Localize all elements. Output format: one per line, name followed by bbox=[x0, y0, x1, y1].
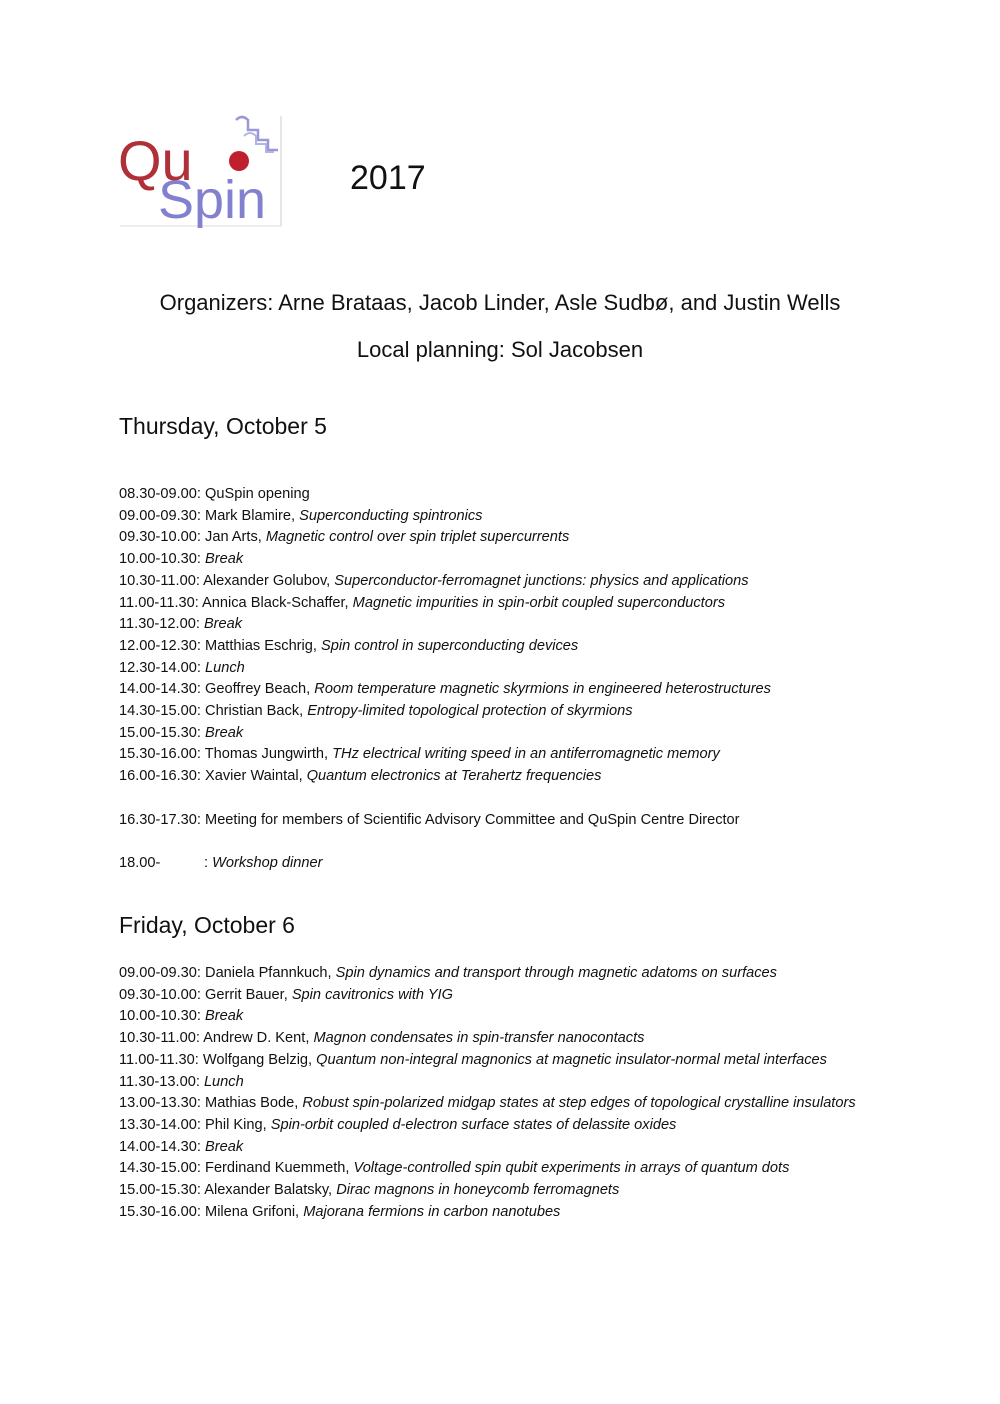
session-time: 14.30-15.00: bbox=[119, 703, 201, 720]
session-row bbox=[119, 1180, 889, 1202]
session-title: Quantum electronics at Terahertz frequencies bbox=[306, 768, 602, 785]
dinner-title: Workshop dinner bbox=[212, 854, 323, 871]
session-speaker: Annica Black-Schaffer, bbox=[202, 594, 349, 611]
session-time: 15.30-16.00: bbox=[119, 1203, 201, 1220]
session-row bbox=[119, 1006, 889, 1028]
dinner-row bbox=[119, 853, 889, 875]
session-title: Magnetic control over spin triplet supercurrents bbox=[265, 529, 570, 546]
session-row bbox=[119, 679, 889, 701]
session-row bbox=[119, 723, 889, 745]
session-time: 09.30-10.00: bbox=[119, 529, 201, 546]
session-title: Superconductor-ferromagnet junctions: physics and applications bbox=[334, 572, 749, 589]
session-title: Break bbox=[205, 551, 244, 568]
session-speaker: Mark Blamire, bbox=[205, 507, 296, 524]
session-title: Entropy-limited topological protection of skyrmions bbox=[307, 703, 633, 720]
session-time: 15.00-15.30: bbox=[119, 724, 201, 741]
session-speaker: Xavier Waintal, bbox=[205, 768, 303, 785]
session-speaker: Andrew D. Kent, bbox=[203, 1030, 310, 1047]
session-speaker: Thomas Jungwirth, bbox=[204, 746, 329, 763]
local-planning-line: Local planning: Sol Jacobsen bbox=[356, 337, 644, 362]
session-speaker: QuSpin opening bbox=[205, 486, 310, 502]
session-time: 11.00-11.30: bbox=[119, 594, 199, 611]
session-time: 09.00-09.30: bbox=[119, 507, 201, 524]
session-title: Break bbox=[203, 616, 243, 633]
session-title: Spin control in superconducting devices bbox=[321, 637, 579, 654]
session-speaker: Ferdinand Kuemmeth, bbox=[205, 1160, 350, 1177]
session-row bbox=[119, 571, 889, 593]
session-row bbox=[119, 1072, 889, 1094]
session-title: Quantum non-integral magnonics at magnetic insulator-normal metal interfaces bbox=[316, 1051, 827, 1068]
session-title: Break bbox=[205, 1008, 244, 1025]
session-row bbox=[119, 614, 889, 636]
session-time: 16.00-16.30: bbox=[119, 768, 201, 785]
session-time: 14.00-14.30: bbox=[119, 681, 201, 698]
session-time: 13.30-14.00: bbox=[119, 1116, 201, 1133]
session-title: Robust spin-polarized midgap states at step edges of topological crystalline insulators bbox=[302, 1095, 856, 1112]
dinner-separator: : bbox=[204, 854, 209, 871]
session-speaker: Geoffrey Beach, bbox=[205, 681, 311, 698]
session-row bbox=[119, 527, 889, 549]
session-row bbox=[119, 636, 889, 658]
session-time: 14.30-15.00: bbox=[119, 1160, 201, 1177]
session-row bbox=[119, 484, 889, 506]
dinner-time: 18.00- bbox=[119, 854, 161, 871]
quspin-logo bbox=[118, 114, 284, 228]
session-title: Voltage-controlled spin qubit experiments in arrays of quantum dots bbox=[353, 1160, 790, 1177]
session-time: 15.30-16.00: bbox=[119, 746, 201, 763]
session-title: Spin cavitronics with YIG bbox=[291, 986, 453, 1003]
meeting-row bbox=[119, 810, 889, 832]
session-title: Magnon condensates in spin-transfer nanocontacts bbox=[313, 1030, 645, 1047]
session-row bbox=[119, 1158, 889, 1180]
logo-qu-text: Qu bbox=[118, 129, 193, 192]
session-title: Lunch bbox=[205, 659, 245, 676]
organizers-line: Organizers: Arne Brataas, Jacob Linder, Asle Sudbø, and Justin Wells bbox=[159, 290, 841, 315]
logo-spin-text: Spin bbox=[158, 170, 267, 228]
session-title: Spin-orbit coupled d-electron surface states of delassite oxides bbox=[270, 1116, 677, 1133]
session-row bbox=[119, 549, 889, 571]
session-time: 15.00-15.30: bbox=[119, 1182, 201, 1199]
session-time: 11.30-12.00: bbox=[119, 616, 200, 633]
session-time: 09.00-09.30: bbox=[119, 965, 201, 981]
session-time: 09.30-10.00: bbox=[119, 986, 201, 1003]
session-row bbox=[119, 744, 889, 766]
session-speaker: Phil King, bbox=[205, 1116, 267, 1133]
session-row bbox=[119, 963, 889, 985]
session-row bbox=[119, 506, 889, 528]
session-time: 08.30-09.00: bbox=[119, 486, 201, 502]
session-row bbox=[119, 766, 889, 788]
session-speaker: Matthias Eschrig, bbox=[205, 637, 317, 654]
session-time: 10.00-10.30: bbox=[119, 551, 201, 568]
session-speaker: Milena Grifoni, bbox=[205, 1203, 300, 1220]
day-heading-friday: Friday, October 6 bbox=[119, 912, 295, 938]
session-time: 11.30-13.00: bbox=[119, 1073, 200, 1090]
session-speaker: Wolfgang Belzig, bbox=[202, 1051, 313, 1068]
session-title: Break bbox=[205, 1138, 244, 1155]
session-row bbox=[119, 1115, 889, 1137]
year-title: 2017 bbox=[350, 159, 426, 197]
session-speaker: Alexander Golubov, bbox=[203, 572, 331, 589]
session-speaker: Mathias Bode, bbox=[205, 1095, 299, 1112]
session-row bbox=[119, 1093, 889, 1115]
session-time: 12.00-12.30: bbox=[119, 637, 201, 654]
session-row bbox=[119, 1202, 889, 1224]
session-title: THz electrical writing speed in an antiferromagnetic memory bbox=[332, 746, 720, 763]
quspin-logo-graphic bbox=[118, 114, 284, 228]
session-speaker: Alexander Balatsky, bbox=[204, 1182, 333, 1199]
session-title: Majorana fermions in carbon nanotubes bbox=[303, 1203, 561, 1220]
session-time: 10.30-11.00: bbox=[119, 1030, 200, 1047]
schedule-friday bbox=[119, 963, 889, 1223]
meeting-text: Meeting for members of Scientific Advisory Committee and QuSpin Centre Director bbox=[205, 811, 740, 828]
session-speaker: Daniela Pfannkuch, bbox=[205, 965, 332, 981]
day-heading-thursday: Thursday, October 5 bbox=[119, 413, 327, 439]
session-speaker: Jan Arts, bbox=[205, 529, 262, 546]
session-time: 10.00-10.30: bbox=[119, 1008, 201, 1025]
session-title: Magnetic impurities in spin-orbit coupled superconductors bbox=[352, 594, 725, 611]
session-title: Superconducting spintronics bbox=[299, 507, 483, 524]
session-row bbox=[119, 593, 889, 615]
session-title: Spin dynamics and transport through magnetic adatoms on surfaces bbox=[335, 965, 777, 981]
schedule-thursday bbox=[119, 484, 889, 875]
session-row bbox=[119, 1050, 889, 1072]
session-speaker: Christian Back, bbox=[205, 703, 304, 720]
session-title: Lunch bbox=[203, 1073, 244, 1090]
session-time: 11.00-11.30: bbox=[119, 1051, 199, 1068]
session-title: Room temperature magnetic skyrmions in engineered heterostructures bbox=[314, 681, 771, 698]
session-time: 12.30-14.00: bbox=[119, 659, 201, 676]
session-speaker: Gerrit Bauer, bbox=[205, 986, 288, 1003]
session-row bbox=[119, 1028, 889, 1050]
meeting-time: 16.30-17.30: bbox=[119, 811, 201, 828]
session-time: 10.30-11.00: bbox=[119, 572, 200, 589]
session-title: Dirac magnons in honeycomb ferromagnets bbox=[336, 1182, 620, 1199]
session-title: Break bbox=[205, 724, 244, 741]
session-row bbox=[119, 658, 889, 680]
session-time: 14.00-14.30: bbox=[119, 1138, 201, 1155]
session-row bbox=[119, 985, 889, 1007]
spacer bbox=[119, 788, 889, 810]
session-row bbox=[119, 1137, 889, 1159]
session-time: 13.00-13.30: bbox=[119, 1095, 201, 1112]
spacer bbox=[119, 831, 889, 853]
session-row bbox=[119, 701, 889, 723]
